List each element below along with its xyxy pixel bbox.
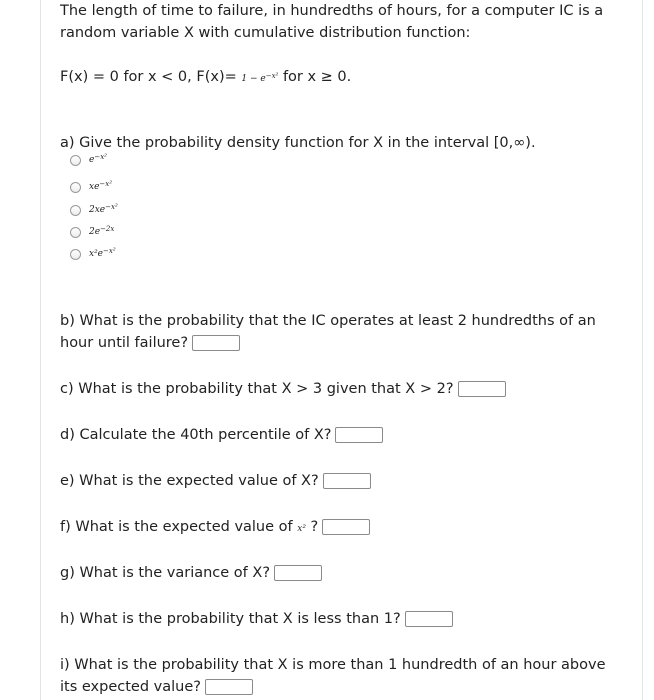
radio-button[interactable] <box>70 182 81 193</box>
intro-line-2: random variable X with cumulative distribution function: <box>60 25 471 41</box>
option-label: $xe^{-x^2}$ <box>89 180 113 192</box>
option-a-1[interactable] <box>70 152 107 168</box>
answer-input-f[interactable] <box>322 519 370 535</box>
part-h-question: h) What is the probability that X is less than 1? <box>60 608 453 630</box>
part-i-line-2: its expected value? <box>60 676 606 698</box>
part-b-line-2: hour until failure? <box>60 332 596 354</box>
option-a-4[interactable] <box>70 224 114 240</box>
option-a-3[interactable] <box>70 202 118 218</box>
option-label: $2e^{-2x}$ <box>89 225 115 237</box>
cdf-prefix: F(x) = 0 for x < 0, F(x)= <box>60 69 237 85</box>
answer-input-h[interactable] <box>405 611 453 627</box>
part-f-question: f) What is the expected value of x² ? <box>60 516 370 540</box>
option-label: $e^{-x^2}$ <box>89 153 107 165</box>
answer-input-b[interactable] <box>192 335 240 351</box>
part-a-question: a) Give the probability density function for X in the interval [0,∞). <box>60 135 536 151</box>
part-g-question: g) What is the variance of X? <box>60 562 322 584</box>
radio-button[interactable] <box>70 249 81 260</box>
cdf-definition <box>60 66 351 90</box>
intro-text <box>60 0 603 44</box>
answer-input-i[interactable] <box>205 679 253 695</box>
answer-input-e[interactable] <box>323 473 371 489</box>
part-b-question <box>60 310 596 354</box>
option-a-5[interactable] <box>70 246 116 262</box>
part-e-question: e) What is the expected value of X? <box>60 470 371 492</box>
answer-input-g[interactable] <box>274 565 322 581</box>
cdf-suffix: for x ≥ 0. <box>282 69 352 85</box>
part-c-question: c) What is the probability that X > 3 given that X > 2? <box>60 378 506 400</box>
answer-input-c[interactable] <box>458 381 506 397</box>
part-i-question <box>60 654 606 698</box>
cdf-expression: $1 - e^{-x^2}$ <box>241 72 279 84</box>
intro-line-1: The length of time to failure, in hundredths of hours, for a computer IC is a <box>60 3 604 19</box>
answer-input-d[interactable] <box>335 427 383 443</box>
radio-button[interactable] <box>70 155 81 166</box>
part-d-question: d) Calculate the 40th percentile of X? <box>60 424 383 446</box>
option-a-2[interactable] <box>70 179 112 195</box>
part-b-line-1: b) What is the probability that the IC operates at least 2 hundredths of an <box>60 313 596 329</box>
option-label: $2xe^{-x^2}$ <box>89 203 118 215</box>
part-f-expression: x² <box>297 524 306 534</box>
option-label: $x^2e^{-x^2}$ <box>89 247 116 259</box>
part-i-line-1: i) What is the probability that X is more than 1 hundredth of an hour above <box>60 657 606 673</box>
radio-button[interactable] <box>70 205 81 216</box>
radio-button[interactable] <box>70 227 81 238</box>
